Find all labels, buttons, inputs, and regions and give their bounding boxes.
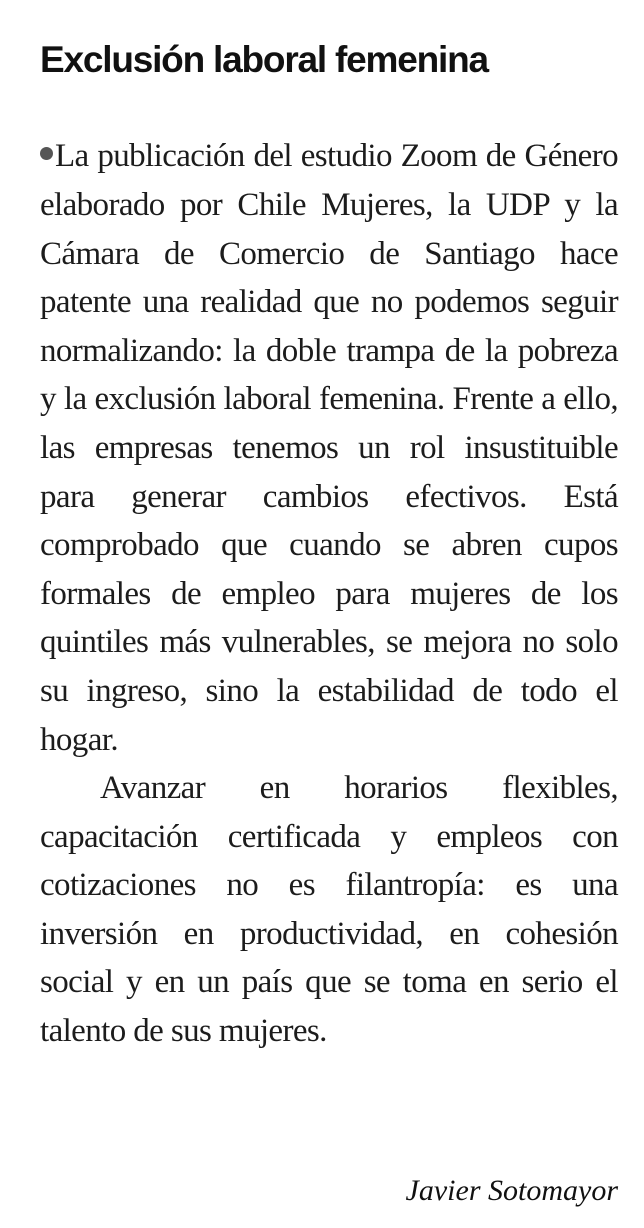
bullet-icon — [40, 147, 53, 160]
paragraph-2: Avanzar en horarios flexibles, capacitación certificada y empleos con cotizaciones no es filantropía: es una inversión en productividad, en cohesión social y en un país que se toma en serio el talento de sus mujeres. — [40, 770, 618, 1050]
article-body — [40, 132, 618, 1055]
author-signature: Javier Sotomayor — [405, 1174, 618, 1207]
paragraph-1 — [40, 132, 618, 764]
letter-article — [40, 38, 618, 1056]
headline: Exclusión laboral femenina — [40, 39, 488, 80]
paragraph-1-text: La publicación del estudio Zoom de Género elaborado por Chile Mujeres, la UDP y la Cámara de Comercio de Santiago hace patente una realidad que no podemos seguir normalizando: la doble trampa de la pobreza y la exclusión laboral femenina. Frente a ello, las empresas tenemos un rol insustituible para generar cambios efectivos. Está comprobado que cuando se abren cupos formales de empleo para mujeres de los quintiles más vulnerables, se mejora no solo su ingreso, sino la estabilidad de todo el hogar. — [40, 138, 618, 758]
